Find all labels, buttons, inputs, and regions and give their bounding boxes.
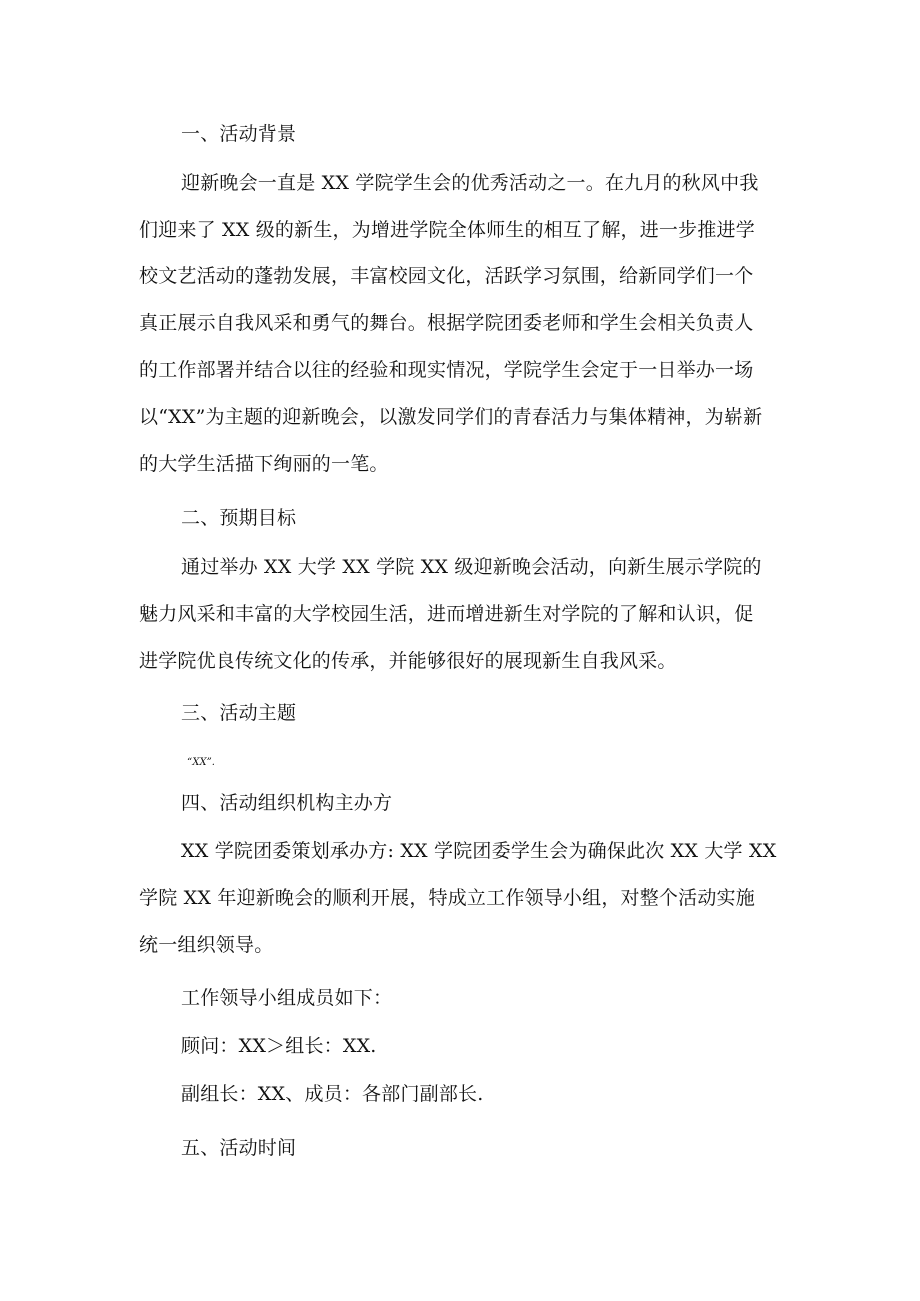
theme-text: “XX”. — [187, 757, 215, 768]
paragraph-line: 以“XX”为主题的迎新晚会，以激发同学们的青春活力与集体精神，为崭新 — [139, 406, 763, 428]
section-heading-time: 五、活动时间 — [181, 1137, 297, 1159]
deputy-line: 副组长：XX、成员：各部门副部长. — [181, 1083, 484, 1105]
paragraph-line: 们迎来了 XX 级的新生，为增进学院全体师生的相互了解，进一步推进学 — [139, 219, 755, 241]
paragraph-line: 通过举办 XX 大学 XX 学院 XX 级迎新晚会活动，向新生展示学院的 — [181, 556, 762, 578]
section-heading-goals: 二、预期目标 — [181, 507, 297, 529]
paragraph-line: 进学院优良传统文化的传承，并能够很好的展现新生自我风采。 — [139, 650, 677, 672]
section-heading-organization: 四、活动组织机构主办方 — [181, 792, 393, 814]
paragraph-line: 魅力风采和丰富的大学校园生活，进而增进新生对学院的了解和认识，促 — [139, 603, 754, 625]
paragraph-line: XX 学院团委策划承办方: XX 学院团委学生会为确保此次 XX 大学 XX — [181, 840, 777, 862]
members-intro-line: 工作领导小组成员如下： — [181, 987, 393, 1009]
paragraph-line: 的工作部署并结合以往的经验和现实情况，学院学生会定于一日举办一场 — [139, 359, 754, 381]
paragraph-line: 学院 XX 年迎新晚会的顺利开展，特成立工作领导小组，对整个活动实施 — [139, 887, 755, 909]
section-heading-theme: 三、活动主题 — [181, 702, 297, 724]
paragraph-line: 校文艺活动的蓬勃发展，丰富校园文化，活跃学习氛围，给新同学们一个 — [139, 265, 754, 287]
paragraph-line: 真正展示自我风采和勇气的舞台。根据学院团委老师和学生会相关负责人 — [139, 312, 754, 334]
paragraph-line: 统一组织领导。 — [139, 934, 274, 956]
paragraph-line: 的大学生活描下绚丽的一笔。 — [139, 453, 389, 475]
advisor-line: 顾问：XX＞组长：XX. — [181, 1035, 377, 1057]
paragraph-line: 迎新晚会一直是 XX 学院学生会的优秀活动之一。在九月的秋风中我 — [181, 172, 759, 194]
section-heading-background: 一、活动背景 — [181, 123, 297, 145]
